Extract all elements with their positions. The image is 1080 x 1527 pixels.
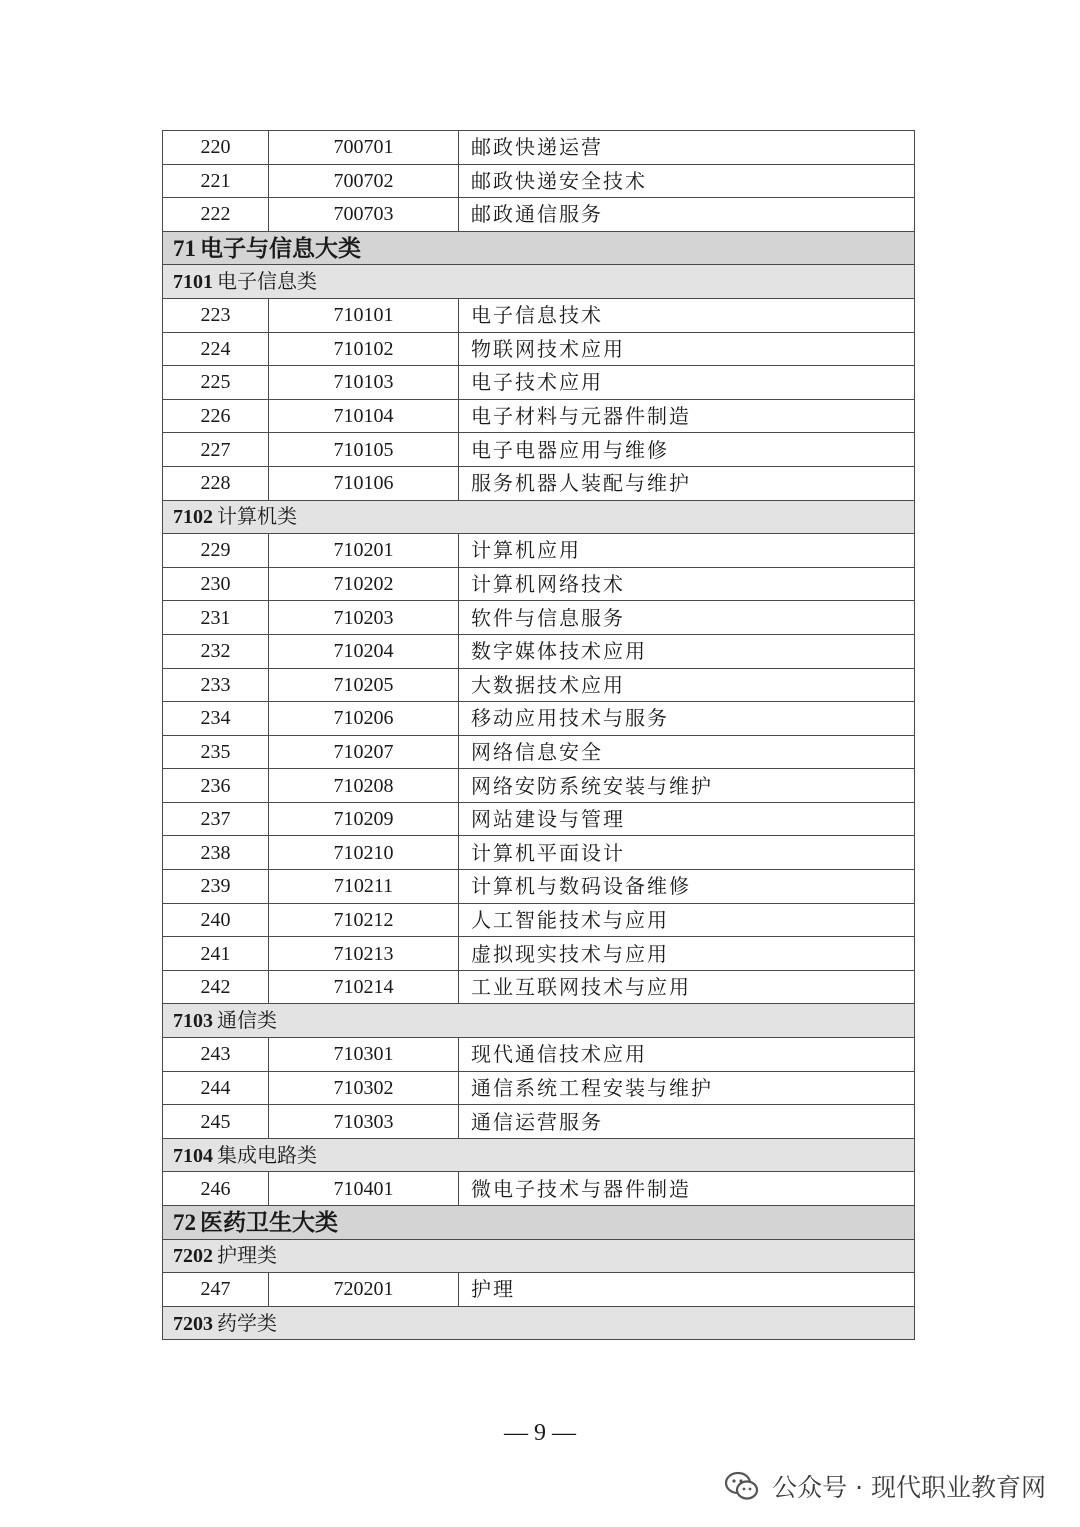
seq-cell: 235 — [163, 735, 269, 769]
seq-cell: 231 — [163, 601, 269, 635]
category-code: 71 — [173, 235, 196, 261]
table-row — [163, 1172, 915, 1206]
table-row — [163, 1273, 915, 1307]
code-cell: 710208 — [269, 769, 459, 803]
seq-cell: 225 — [163, 366, 269, 400]
category-cell — [163, 265, 915, 299]
seq-cell: 227 — [163, 433, 269, 467]
seq-cell: 229 — [163, 534, 269, 568]
code-cell: 710101 — [269, 298, 459, 332]
table-row — [163, 298, 915, 332]
category-cell — [163, 1206, 915, 1240]
category-code: 7103 — [173, 1010, 213, 1033]
table-row — [163, 332, 915, 366]
minor-category-row — [163, 1239, 915, 1273]
category-cell — [163, 1306, 915, 1340]
seq-cell: 230 — [163, 567, 269, 601]
category-name: 集成电路类 — [217, 1142, 317, 1167]
name-cell: 通信系统工程安装与维护 — [459, 1071, 915, 1105]
category-name: 电子与信息大类 — [200, 234, 361, 262]
seq-cell: 241 — [163, 937, 269, 971]
code-cell: 710302 — [269, 1071, 459, 1105]
table-row — [163, 1105, 915, 1139]
name-cell: 电子电器应用与维修 — [459, 433, 915, 467]
table-body — [163, 131, 915, 1340]
major-category-row — [163, 231, 915, 265]
minor-category-row — [163, 1004, 915, 1038]
category-cell — [163, 1239, 915, 1273]
table-row — [163, 970, 915, 1004]
category-name: 护理类 — [217, 1243, 277, 1268]
table-row — [163, 903, 915, 937]
code-cell: 700701 — [269, 131, 459, 165]
table-row — [163, 870, 915, 904]
category-name: 通信类 — [217, 1008, 277, 1033]
category-name: 医药卫生大类 — [200, 1208, 338, 1236]
category-name: 计算机类 — [217, 504, 297, 529]
code-cell: 710209 — [269, 802, 459, 836]
code-cell: 710102 — [269, 332, 459, 366]
table-row — [163, 802, 915, 836]
table-row — [163, 366, 915, 400]
code-cell: 710103 — [269, 366, 459, 400]
page-number: — 9 — — [504, 1420, 576, 1446]
table-row — [163, 668, 915, 702]
category-name: 电子信息类 — [217, 269, 317, 294]
watermark-text: 公众号 · 现代职业教育网 — [772, 1473, 1046, 1502]
category-cell — [163, 1138, 915, 1172]
category-cell — [163, 500, 915, 534]
name-cell: 网络信息安全 — [459, 735, 915, 769]
seq-cell: 233 — [163, 668, 269, 702]
seq-cell: 236 — [163, 769, 269, 803]
code-cell: 710303 — [269, 1105, 459, 1139]
code-cell: 710206 — [269, 702, 459, 736]
name-cell: 物联网技术应用 — [459, 332, 915, 366]
table-row — [163, 601, 915, 635]
seq-cell: 247 — [163, 1273, 269, 1307]
code-cell: 710301 — [269, 1038, 459, 1072]
name-cell: 计算机网络技术 — [459, 567, 915, 601]
table-row — [163, 399, 915, 433]
seq-cell: 240 — [163, 903, 269, 937]
code-cell: 710214 — [269, 970, 459, 1004]
table-row — [163, 735, 915, 769]
category-code: 7104 — [173, 1144, 213, 1167]
table-row — [163, 534, 915, 568]
code-cell: 710202 — [269, 567, 459, 601]
seq-cell: 224 — [163, 332, 269, 366]
seq-cell: 239 — [163, 870, 269, 904]
name-cell: 网络安防系统安装与维护 — [459, 769, 915, 803]
seq-cell: 234 — [163, 702, 269, 736]
seq-cell: 226 — [163, 399, 269, 433]
minor-category-row — [163, 1138, 915, 1172]
name-cell: 电子技术应用 — [459, 366, 915, 400]
minor-category-row — [163, 500, 915, 534]
name-cell: 计算机与数码设备维修 — [459, 870, 915, 904]
name-cell: 服务机器人装配与维护 — [459, 466, 915, 500]
code-cell: 710106 — [269, 466, 459, 500]
code-cell: 720201 — [269, 1273, 459, 1307]
code-cell: 700703 — [269, 198, 459, 232]
code-cell: 710204 — [269, 634, 459, 668]
seq-cell: 228 — [163, 466, 269, 500]
seq-cell: 244 — [163, 1071, 269, 1105]
code-cell: 710211 — [269, 870, 459, 904]
name-cell: 移动应用技术与服务 — [459, 702, 915, 736]
table-row — [163, 1071, 915, 1105]
seq-cell: 245 — [163, 1105, 269, 1139]
category-name: 药学类 — [217, 1310, 277, 1335]
seq-cell: 220 — [163, 131, 269, 165]
table-row — [163, 769, 915, 803]
category-code: 7102 — [173, 506, 213, 529]
code-cell: 710205 — [269, 668, 459, 702]
code-cell: 710104 — [269, 399, 459, 433]
seq-cell: 223 — [163, 298, 269, 332]
code-cell: 710401 — [269, 1172, 459, 1206]
wechat-icon — [724, 1471, 760, 1501]
code-cell: 710201 — [269, 534, 459, 568]
table-row — [163, 198, 915, 232]
seq-cell: 222 — [163, 198, 269, 232]
table-row — [163, 131, 915, 165]
name-cell: 微电子技术与器件制造 — [459, 1172, 915, 1206]
name-cell: 邮政通信服务 — [459, 198, 915, 232]
name-cell: 人工智能技术与应用 — [459, 903, 915, 937]
code-cell: 710207 — [269, 735, 459, 769]
name-cell: 工业互联网技术与应用 — [459, 970, 915, 1004]
code-cell: 710210 — [269, 836, 459, 870]
minor-category-row — [163, 1306, 915, 1340]
code-cell: 710105 — [269, 433, 459, 467]
category-cell — [163, 1004, 915, 1038]
name-cell: 大数据技术应用 — [459, 668, 915, 702]
category-code: 7202 — [173, 1245, 213, 1268]
minor-category-row — [163, 265, 915, 299]
name-cell: 网站建设与管理 — [459, 802, 915, 836]
code-cell: 710213 — [269, 937, 459, 971]
seq-cell: 238 — [163, 836, 269, 870]
seq-cell: 221 — [163, 164, 269, 198]
seq-cell: 237 — [163, 802, 269, 836]
table-row — [163, 433, 915, 467]
name-cell: 邮政快递安全技术 — [459, 164, 915, 198]
code-cell: 700702 — [269, 164, 459, 198]
table-row — [163, 1038, 915, 1072]
category-code: 7203 — [173, 1312, 213, 1335]
major-catalog-table — [162, 130, 915, 1340]
table-row — [163, 164, 915, 198]
seq-cell: 246 — [163, 1172, 269, 1206]
code-cell: 710212 — [269, 903, 459, 937]
category-code: 72 — [173, 1209, 196, 1235]
name-cell: 电子材料与元器件制造 — [459, 399, 915, 433]
watermark — [724, 1466, 1046, 1506]
name-cell: 现代通信技术应用 — [459, 1038, 915, 1072]
category-cell — [163, 231, 915, 265]
name-cell: 通信运营服务 — [459, 1105, 915, 1139]
table-row — [163, 937, 915, 971]
name-cell: 计算机平面设计 — [459, 836, 915, 870]
seq-cell: 232 — [163, 634, 269, 668]
name-cell: 虚拟现实技术与应用 — [459, 937, 915, 971]
name-cell: 护理 — [459, 1273, 915, 1307]
name-cell: 软件与信息服务 — [459, 601, 915, 635]
code-cell: 710203 — [269, 601, 459, 635]
table-row — [163, 567, 915, 601]
table-row — [163, 466, 915, 500]
name-cell: 电子信息技术 — [459, 298, 915, 332]
major-category-row — [163, 1206, 915, 1240]
table-row — [163, 634, 915, 668]
seq-cell: 242 — [163, 970, 269, 1004]
table-row — [163, 702, 915, 736]
name-cell: 邮政快递运营 — [459, 131, 915, 165]
name-cell: 计算机应用 — [459, 534, 915, 568]
seq-cell: 243 — [163, 1038, 269, 1072]
name-cell: 数字媒体技术应用 — [459, 634, 915, 668]
category-code: 7101 — [173, 271, 213, 294]
table-row — [163, 836, 915, 870]
